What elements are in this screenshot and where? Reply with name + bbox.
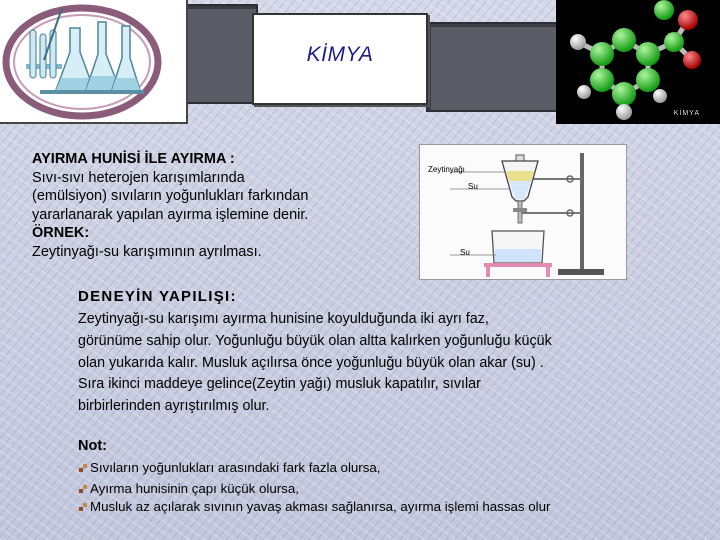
procedure-line: birbirlerinden ayrıştırılmış olur. bbox=[78, 398, 270, 415]
definition-block bbox=[32, 150, 308, 262]
note-text: Ayırma hunisinin çapı küçük olursa, bbox=[90, 481, 299, 496]
note-text: Sıvıların yoğunlukları arasındaki fark fazla olursa, bbox=[90, 460, 381, 475]
procedure-line: Sıra ikinci maddeye gelince(Zeytin yağı) musluk kapatılır, sıvılar bbox=[78, 376, 481, 393]
note-item bbox=[79, 460, 380, 475]
note-heading: Not: bbox=[78, 438, 107, 454]
figure-label-water-top: Su bbox=[468, 182, 478, 191]
note-text: Musluk az açılarak sıvının yavaş akması sağlanırsa, ayırma işlemi hassas olur bbox=[90, 499, 551, 514]
procedure-line: görünüme sahip olur. Yoğunluğu büyük olan altta kalırken yoğunluğu küçük bbox=[78, 332, 552, 349]
separatory-funnel-figure bbox=[419, 144, 627, 280]
lab-glassware-logo bbox=[0, 0, 188, 124]
figure-label-water-bottom: Su bbox=[460, 248, 470, 257]
bullet-icon bbox=[79, 503, 88, 512]
molecule-image bbox=[556, 0, 720, 124]
bullet-icon bbox=[79, 464, 88, 473]
example-text: Zeytinyağı-su karışımının ayrılması. bbox=[32, 243, 262, 260]
definition-line: yararlanarak yapılan ayırma işlemine denir. bbox=[32, 206, 309, 223]
note-item bbox=[79, 481, 299, 496]
definition-heading: AYIRMA HUNİSİ İLE AYIRMA : bbox=[32, 151, 235, 167]
molecule-label: KİMYA bbox=[673, 110, 700, 117]
lab-glassware-icon bbox=[0, 0, 186, 122]
example-heading: ÖRNEK: bbox=[32, 225, 90, 242]
banner-segment-right bbox=[426, 22, 566, 112]
benzene-molecule-icon bbox=[556, 0, 720, 124]
procedure-line: olan yukarıda kalır. Musluk açılırsa önce yoğunluğu büyük olan akar (su) . bbox=[78, 354, 544, 371]
page-title: KİMYA bbox=[306, 43, 374, 66]
definition-line: (emülsiyon) sıvıların yoğunlukları farkından bbox=[32, 188, 309, 205]
title-box bbox=[252, 13, 428, 105]
procedure-body bbox=[78, 309, 552, 418]
figure-label-oil: Zeytinyağı bbox=[428, 165, 465, 174]
bullet-icon bbox=[79, 485, 88, 494]
note-item bbox=[79, 499, 550, 514]
procedure-line: Zeytinyağı-su karışımı ayırma hunisine koyulduğunda iki ayrı faz, bbox=[78, 311, 489, 327]
definition-line: Sıvı-sıvı heterojen karışımlarında bbox=[32, 169, 245, 186]
procedure-heading: DENEYİN YAPILIŞI: bbox=[78, 288, 237, 305]
